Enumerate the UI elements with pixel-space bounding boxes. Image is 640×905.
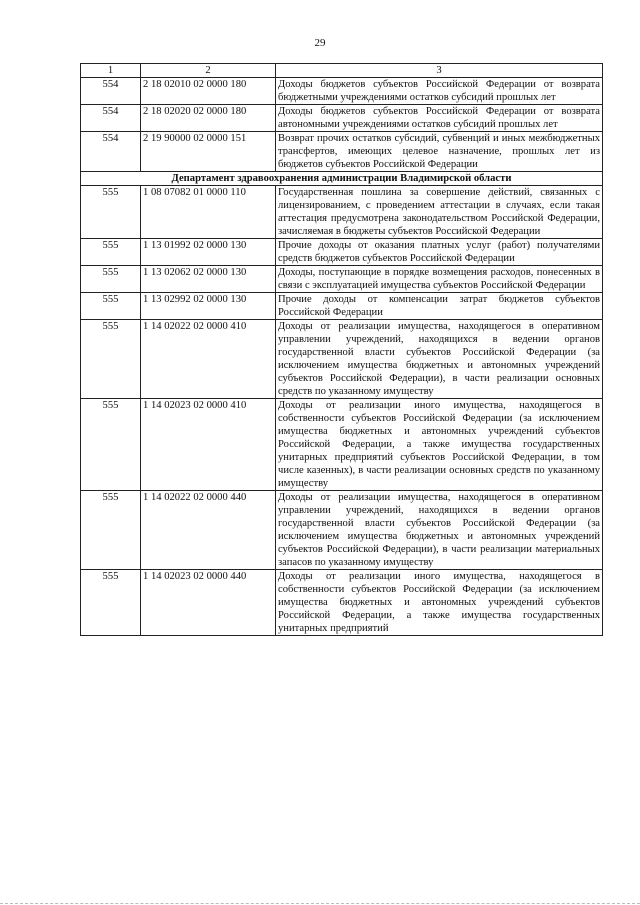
table-header-row <box>81 64 603 78</box>
admin-code-cell: 555 <box>81 266 141 293</box>
revenue-name-cell: Прочие доходы от оказания платных услуг (работ) получателями средств бюджетов субъектов Российской Федерации <box>276 239 603 266</box>
table-row <box>81 320 603 399</box>
table-row <box>81 78 603 105</box>
table-body <box>81 78 603 636</box>
admin-code-cell: 555 <box>81 399 141 491</box>
admin-code-cell: 555 <box>81 293 141 320</box>
table-row <box>81 239 603 266</box>
revenue-name-cell: Государственная пошлина за совершение действий, связанных с лицензированием, с проведением аттестации в случаях, если такая аттестация предусмотрена законодательством Российской Федерации, зачисляемая в бюджеты субъектов Российской Федерации <box>276 186 603 239</box>
section-header-row <box>81 172 603 186</box>
revenue-code-cell: 1 14 02022 02 0000 410 <box>141 320 276 399</box>
column-header-3: 3 <box>276 64 603 78</box>
revenue-code-cell: 2 19 90000 02 0000 151 <box>141 132 276 172</box>
table-row <box>81 132 603 172</box>
admin-code-cell: 554 <box>81 132 141 172</box>
admin-code-cell: 555 <box>81 491 141 570</box>
revenue-code-cell: 1 08 07082 01 0000 110 <box>141 186 276 239</box>
revenue-name-cell: Доходы от реализации иного имущества, находящегося в собственности субъектов Российской Федерации (за исключением имущества бюджетных и автономных учреждений субъектов Российской Федерации, а также имущества государственных унитарных предприятий <box>276 570 603 636</box>
admin-code-cell: 554 <box>81 105 141 132</box>
table-row <box>81 399 603 491</box>
revenue-code-cell: 2 18 02010 02 0000 180 <box>141 78 276 105</box>
revenue-code-cell: 1 14 02023 02 0000 440 <box>141 570 276 636</box>
table-row <box>81 105 603 132</box>
revenue-name-cell: Доходы бюджетов субъектов Российской Федерации от возврата автономными учреждениями остатков субсидий прошлых лет <box>276 105 603 132</box>
revenue-code-cell: 2 18 02020 02 0000 180 <box>141 105 276 132</box>
revenue-name-cell: Доходы от реализации иного имущества, находящегося в собственности субъектов Российской Федерации (за исключением имущества бюджетных и автономных учреждений субъектов Российской Федерации, а также имущества государственных унитарных предприятий субъектов Российской Федерации, в том числе казенных), в части реализации основных средств по указанному имуществу <box>276 399 603 491</box>
revenue-code-cell: 1 14 02023 02 0000 410 <box>141 399 276 491</box>
admin-code-cell: 554 <box>81 78 141 105</box>
revenue-codes-table <box>80 63 603 636</box>
revenue-code-cell: 1 14 02022 02 0000 440 <box>141 491 276 570</box>
admin-code-cell: 555 <box>81 570 141 636</box>
revenue-code-cell: 1 13 01992 02 0000 130 <box>141 239 276 266</box>
table-row <box>81 570 603 636</box>
admin-code-cell: 555 <box>81 320 141 399</box>
revenue-name-cell: Доходы, поступающие в порядке возмещения расходов, понесенных в связи с эксплуатацией имущества субъектов Российской Федерации <box>276 266 603 293</box>
admin-code-cell: 555 <box>81 239 141 266</box>
table-row <box>81 266 603 293</box>
table-row <box>81 491 603 570</box>
revenue-code-cell: 1 13 02992 02 0000 130 <box>141 293 276 320</box>
table-row <box>81 186 603 239</box>
revenue-name-cell: Доходы от реализации имущества, находящегося в оперативном управлении учреждений, находящихся в ведении органов государственной власти субъектов Российской Федерации (за исключением имущества бюджетных и автономных учреждений субъектов Российской Федерации), в части реализации основных средств по указанному имуществу <box>276 320 603 399</box>
revenue-name-cell: Возврат прочих остатков субсидий, субвенций и иных межбюджетных трансфертов, имеющих целевое назначение, прошлых лет из бюджетов субъектов Российской Федерации <box>276 132 603 172</box>
section-title: Департамент здравоохранения администрации Владимирской области <box>81 172 603 186</box>
revenue-name-cell: Доходы бюджетов субъектов Российской Федерации от возврата бюджетными учреждениями остатков субсидий прошлых лет <box>276 78 603 105</box>
admin-code-cell: 555 <box>81 186 141 239</box>
revenue-name-cell: Прочие доходы от компенсации затрат бюджетов субъектов Российской Федерации <box>276 293 603 320</box>
column-header-2: 2 <box>141 64 276 78</box>
column-header-1: 1 <box>81 64 141 78</box>
table-row <box>81 293 603 320</box>
page-number: 29 <box>314 37 326 49</box>
revenue-code-cell: 1 13 02062 02 0000 130 <box>141 266 276 293</box>
revenue-name-cell: Доходы от реализации имущества, находящегося в оперативном управлении учреждений, находящихся в ведении органов государственной власти субъектов Российской Федерации (за исключением имущества бюджетных и автономных учреждений субъектов Российской Федерации), в части реализации материальных запасов по указанному имуществу <box>276 491 603 570</box>
